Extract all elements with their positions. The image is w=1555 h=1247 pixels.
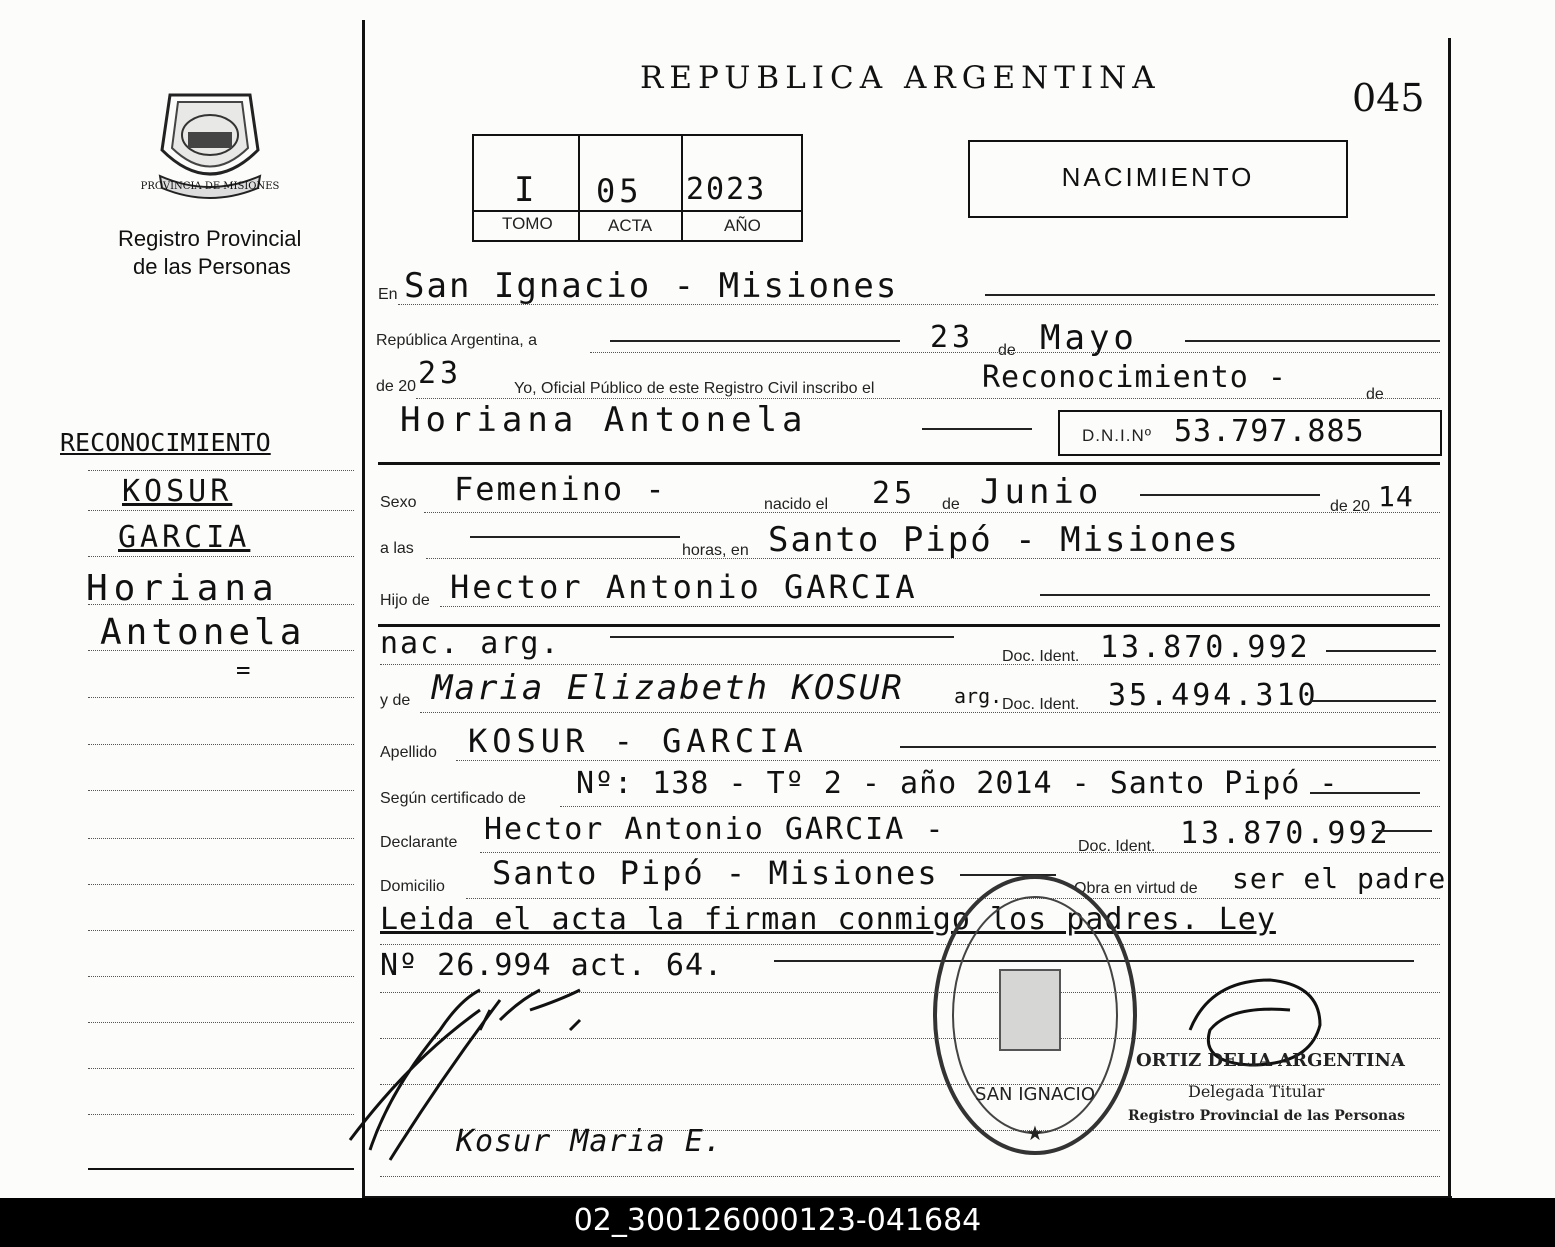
registered-name-value: Horiana Antonela — [400, 400, 808, 440]
declarante-doc-value: 13.870.992 — [1180, 816, 1391, 851]
registry-name-line1: Registro Provincial — [118, 226, 302, 251]
apellido-value: KOSUR - GARCIA — [468, 722, 808, 760]
domicilio-label: Domicilio — [380, 878, 445, 895]
leida-line2-value: Nº 26.994 act. 64. — [380, 948, 724, 983]
nacido-label: nacido el — [764, 496, 829, 513]
birth-year-value: 14 — [1378, 480, 1414, 513]
margin-note-reconocimiento: RECONOCIMIENTO — [60, 428, 271, 457]
en-value: San Ignacio - Misiones — [404, 266, 899, 306]
year-value: 23 — [418, 356, 463, 391]
segun-label: Según certificado de — [380, 790, 526, 807]
provincial-seal-logo — [140, 80, 280, 200]
image-id-footer — [0, 1198, 1555, 1247]
country-title: REPUBLICA ARGENTINA — [640, 60, 1161, 96]
record-number-box — [472, 134, 803, 242]
de-suffix-label: de — [1366, 386, 1384, 403]
margin-note-second-name: Antonela — [100, 612, 306, 653]
hijo-label: Hijo de — [380, 592, 430, 609]
tomo-value: I — [514, 170, 539, 210]
dni-label: D.N.I.Nº — [1082, 426, 1152, 445]
domicilio-value: Santo Pipó - Misiones — [492, 854, 939, 892]
act-type-box — [968, 140, 1348, 218]
month-value: Mayo — [1040, 318, 1138, 358]
inscribo-value: Reconocimiento - — [982, 360, 1287, 395]
de-label: de — [998, 342, 1016, 359]
acta-label: ACTA — [608, 216, 653, 235]
ano-label: AÑO — [724, 216, 761, 235]
oficial-label: Yo, Oficial Público de este Registro Civil inscribo el — [514, 380, 875, 397]
margin-note-garcia: GARCIA — [118, 520, 251, 555]
de-year-label: de 20 — [376, 378, 417, 395]
alas-label: a las — [380, 540, 414, 557]
official-role-stamp: Delegada Titular — [1188, 1082, 1325, 1101]
mother-nationality-value: arg. — [954, 684, 1003, 708]
official-name-stamp: ORTIZ DELIA ARGENTINA — [1136, 1050, 1405, 1071]
acta-value: 05 — [596, 172, 643, 210]
en-label: En — [378, 286, 398, 303]
republica-label: República Argentina, a — [376, 332, 537, 349]
apellido-label: Apellido — [380, 744, 437, 761]
birth-day-value: 25 — [872, 476, 917, 511]
father-nationality-value: nac. arg. — [380, 626, 561, 661]
right-border — [1448, 38, 1451, 1198]
father-name-value: Hector Antonio GARCIA — [450, 568, 918, 606]
declarante-value: Hector Antonio GARCIA - — [484, 812, 946, 847]
round-seal-text: SAN IGNACIO — [974, 1084, 1096, 1105]
mother-doc-value: 35.494.310 — [1108, 678, 1319, 713]
round-official-seal — [930, 870, 1140, 1160]
leida-line1-value: Leida el acta la firman conmigo los padres. Ley — [380, 902, 1276, 937]
svg-text:★: ★ — [1026, 1121, 1044, 1145]
mother-name-value: Maria Elizabeth KOSUR — [432, 668, 904, 708]
image-id-text: 02_300126000123-041684 — [573, 1203, 982, 1238]
sexo-value: Femenino - — [454, 470, 667, 508]
dni-value: 53.797.885 — [1174, 414, 1365, 449]
seal-ribbon-text: PROVINCIA DE MISIONES — [140, 181, 280, 192]
margin-note-kosur: KOSUR — [122, 474, 233, 509]
declarante-doc-label: Doc. Ident. — [1078, 838, 1156, 855]
official-registry-stamp: Registro Provincial de las Personas — [1128, 1108, 1406, 1124]
margin-note-equals: = — [236, 656, 255, 684]
page-number: 045 — [1352, 76, 1425, 120]
margin-note-first-name: Horiana — [86, 568, 280, 609]
yde-label: y de — [380, 692, 411, 709]
mother-doc-label: Doc. Ident. — [1002, 696, 1080, 713]
dni-box — [1058, 410, 1442, 456]
registry-name-line2: de las Personas — [133, 254, 291, 279]
ano-value: 2023 — [686, 172, 767, 207]
father-doc-label: Doc. Ident. — [1002, 648, 1080, 665]
father-doc-value: 13.870.992 — [1100, 630, 1311, 665]
birth-de-label: de — [942, 496, 960, 513]
declarante-label: Declarante — [380, 834, 458, 851]
segun-value: Nº: 138 - Tº 2 - año 2014 - Santo Pipó - — [576, 766, 1339, 801]
horas-label: horas, en — [682, 542, 749, 559]
obra-value: ser el padre — [1232, 862, 1447, 895]
birth-month-value: Junio — [980, 472, 1103, 512]
birth-year-label: de 20 — [1330, 498, 1371, 515]
mother-signature: Kosur Maria E. — [456, 1124, 723, 1159]
act-type-label: NACIMIENTO — [1061, 162, 1255, 192]
tomo-label: TOMO — [502, 214, 553, 233]
birth-place-value: Santo Pipó - Misiones — [768, 520, 1240, 560]
obra-label: Obra en virtud de — [1074, 880, 1198, 897]
day-value: 23 — [930, 320, 975, 355]
sexo-label: Sexo — [380, 494, 417, 511]
